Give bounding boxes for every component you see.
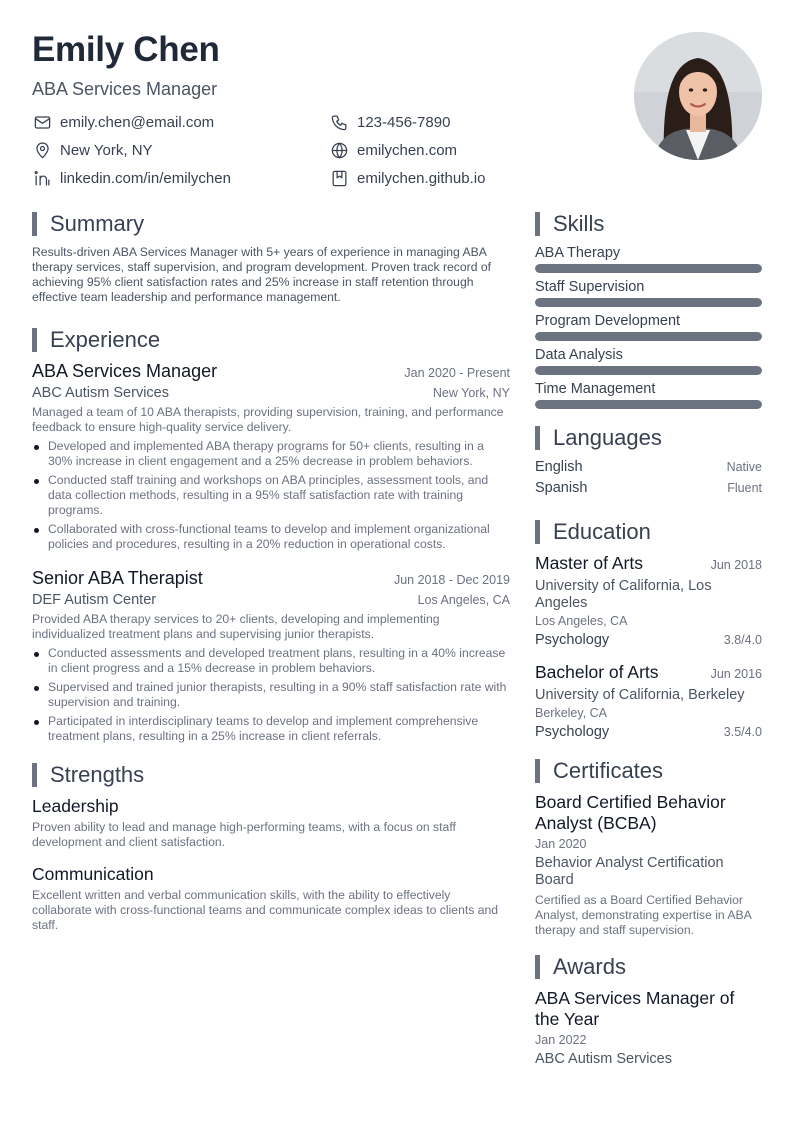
job-dates: Jun 2018 - Dec 2019 [393,573,510,587]
skill-name: ABA Therapy [535,245,621,261]
phone-icon [329,112,349,132]
skill-item [535,381,762,409]
award-date: Jan 2022 [535,1033,587,1047]
job-bullet: Conducted assessments and developed treatment plans, resulting in a 40% increase in client progress and a 15% decrease in problem behaviors. [32,646,510,676]
skills-list [535,245,762,409]
certificates-heading-text: Certificates [553,758,664,783]
strength-entry [32,864,510,933]
job-bullets [32,439,510,552]
contact-github-text: emilychen.github.io [357,169,486,187]
skill-item [535,245,762,273]
skill-name: Time Management [535,381,656,397]
contact-list [32,112,592,188]
contact-location-text: New York, NY [60,141,153,159]
skills-heading [535,211,762,237]
summary-heading [32,211,510,237]
job-bullet: Conducted staff training and workshops on ABA principles, assessment tools, and data collection methods, resulting in a 95% staff satisfaction rate with training programs. [32,473,510,518]
bookmark-icon [329,168,349,188]
job-title: Senior ABA Therapist [32,568,203,588]
strengths-heading [32,762,510,788]
job-location: Los Angeles, CA [417,593,510,607]
experience-entry [32,568,510,744]
languages-list [535,459,762,501]
skill-name: Program Development [535,313,681,329]
skill-bar [535,264,762,273]
certificate-description: Certified as a Board Certified Behavior Analyst, demonstrating expertise in ABA therapy and staff supervision. [535,893,752,937]
job-company: ABC Autism Services [32,385,169,401]
education-gpa: 3.5/4.0 [723,725,762,739]
education-heading-text: Education [553,519,651,544]
mail-icon [32,112,52,132]
education-school: University of California, Los Angeles [535,578,712,611]
skill-item [535,347,762,375]
language-item [535,480,762,501]
strength-description: Proven ability to lead and manage high-performing teams, with a focus on staff development and client satisfaction. [32,820,456,849]
skill-bar [535,298,762,307]
contact-github[interactable] [329,168,592,188]
contact-linkedin[interactable] [32,168,329,188]
job-bullet: Participated in interdisciplinary teams to develop and implement comprehensive treatment plans, resulting in a 25% increase in client referrals. [32,714,510,744]
skill-item [535,313,762,341]
location-icon [32,140,52,160]
education-date: Jun 2018 [710,558,762,572]
strength-entry [32,796,510,850]
skill-item [535,279,762,307]
contact-website[interactable] [329,140,592,160]
job-company: DEF Autism Center [32,592,157,608]
experience-heading-text: Experience [50,327,161,352]
experience-heading [32,327,510,353]
awards-heading [535,954,762,980]
strength-name: Communication [32,864,154,884]
education-date: Jun 2016 [710,667,762,681]
education-degree: Master of Arts [535,553,643,573]
award-name: ABA Services Manager of the Year [535,988,735,1029]
skill-bar-fill [535,298,762,307]
education-location: Berkeley, CA [535,706,608,720]
languages-heading-text: Languages [553,425,662,450]
skill-bar-fill [535,264,762,273]
strengths-heading-text: Strengths [50,762,145,787]
education-heading [535,519,762,545]
certificate-date: Jan 2020 [535,837,587,851]
profile-photo [634,32,762,160]
education-entry [535,662,762,740]
skill-name: Data Analysis [535,347,623,363]
education-field: Psychology [535,632,610,648]
job-title: ABA Services Manager [32,361,218,381]
language-name: Spanish [535,480,588,496]
experience-entry [32,361,510,552]
skill-bar [535,400,762,409]
skills-heading-text: Skills [553,211,605,236]
language-level: Fluent [727,481,762,495]
contact-phone-text: 123-456-7890 [357,113,451,131]
contact-phone[interactable] [329,112,592,132]
linkedin-icon [32,168,52,188]
language-item [535,459,762,480]
globe-icon [329,140,349,160]
education-degree: Bachelor of Arts [535,662,659,682]
right-column [535,211,762,1067]
skill-name: Staff Supervision [535,279,645,295]
language-level: Native [726,460,762,474]
awards-heading-text: Awards [553,954,626,979]
skill-bar [535,366,762,375]
job-bullet: Supervised and trained junior therapists, resulting in a 90% staff satisfaction rate with supervision and training. [32,680,510,710]
strength-description: Excellent written and verbal communication skills, with the ability to effectively collaborate with cross-functional teams and communicate complex ideas to clients and staff. [32,888,499,932]
languages-heading [535,425,762,451]
job-bullets [32,646,510,744]
contact-email[interactable] [32,112,329,132]
skill-bar-fill [535,332,762,341]
job-description: Provided ABA therapy services to 20+ clients, developing and implementing individualized treatment plans and supervising junior therapists. [32,612,440,641]
job-description: Managed a team of 10 ABA therapists, providing supervision, training, and performance feedback to ensure high-quality service delivery. [32,405,504,434]
candidate-name: Emily Chen [32,30,220,69]
skill-bar-fill [535,366,762,375]
contact-location [32,140,329,160]
education-entry [535,553,762,648]
certificate-name: Board Certified Behavior Analyst (BCBA) [535,792,726,833]
job-dates: Jan 2020 - Present [404,366,510,380]
contact-email-text: emily.chen@email.com [60,113,215,131]
education-school: University of California, Berkeley [535,687,745,703]
language-name: English [535,459,583,475]
job-bullet: Developed and implemented ABA therapy programs for 50+ clients, resulting in a 30% increase in client engagement and a 25% decrease in problem behaviors. [32,439,510,469]
skill-bar [535,332,762,341]
education-gpa: 3.8/4.0 [723,633,762,647]
award-organization: ABC Autism Services [535,1051,672,1067]
award-entry [535,988,762,1067]
job-bullet: Collaborated with cross-functional teams to develop and implement organizational policies and procedures, resulting in a 20% reduction in operational costs. [32,522,510,552]
contact-linkedin-text: linkedin.com/in/emilychen [60,169,231,187]
contact-website-text: emilychen.com [357,141,458,159]
summary-heading-text: Summary [50,211,145,236]
education-location: Los Angeles, CA [535,614,628,628]
education-field: Psychology [535,724,610,740]
certificate-entry [535,792,762,938]
certificate-issuer: Behavior Analyst Certification Board [535,855,724,888]
skill-bar-fill [535,400,762,409]
strength-name: Leadership [32,796,119,816]
summary-text: Results-driven ABA Services Manager with 5+ years of experience in managing ABA therapy services, staff supervision, and program development. Proven track record of achieving 95% client satisfaction rates and 25% increase in staff retention through effective team leadership and performance management. [32,245,492,304]
candidate-title: ABA Services Manager [32,79,218,99]
certificates-heading [535,758,762,784]
job-location: New York, NY [432,386,510,400]
left-column [32,211,510,947]
